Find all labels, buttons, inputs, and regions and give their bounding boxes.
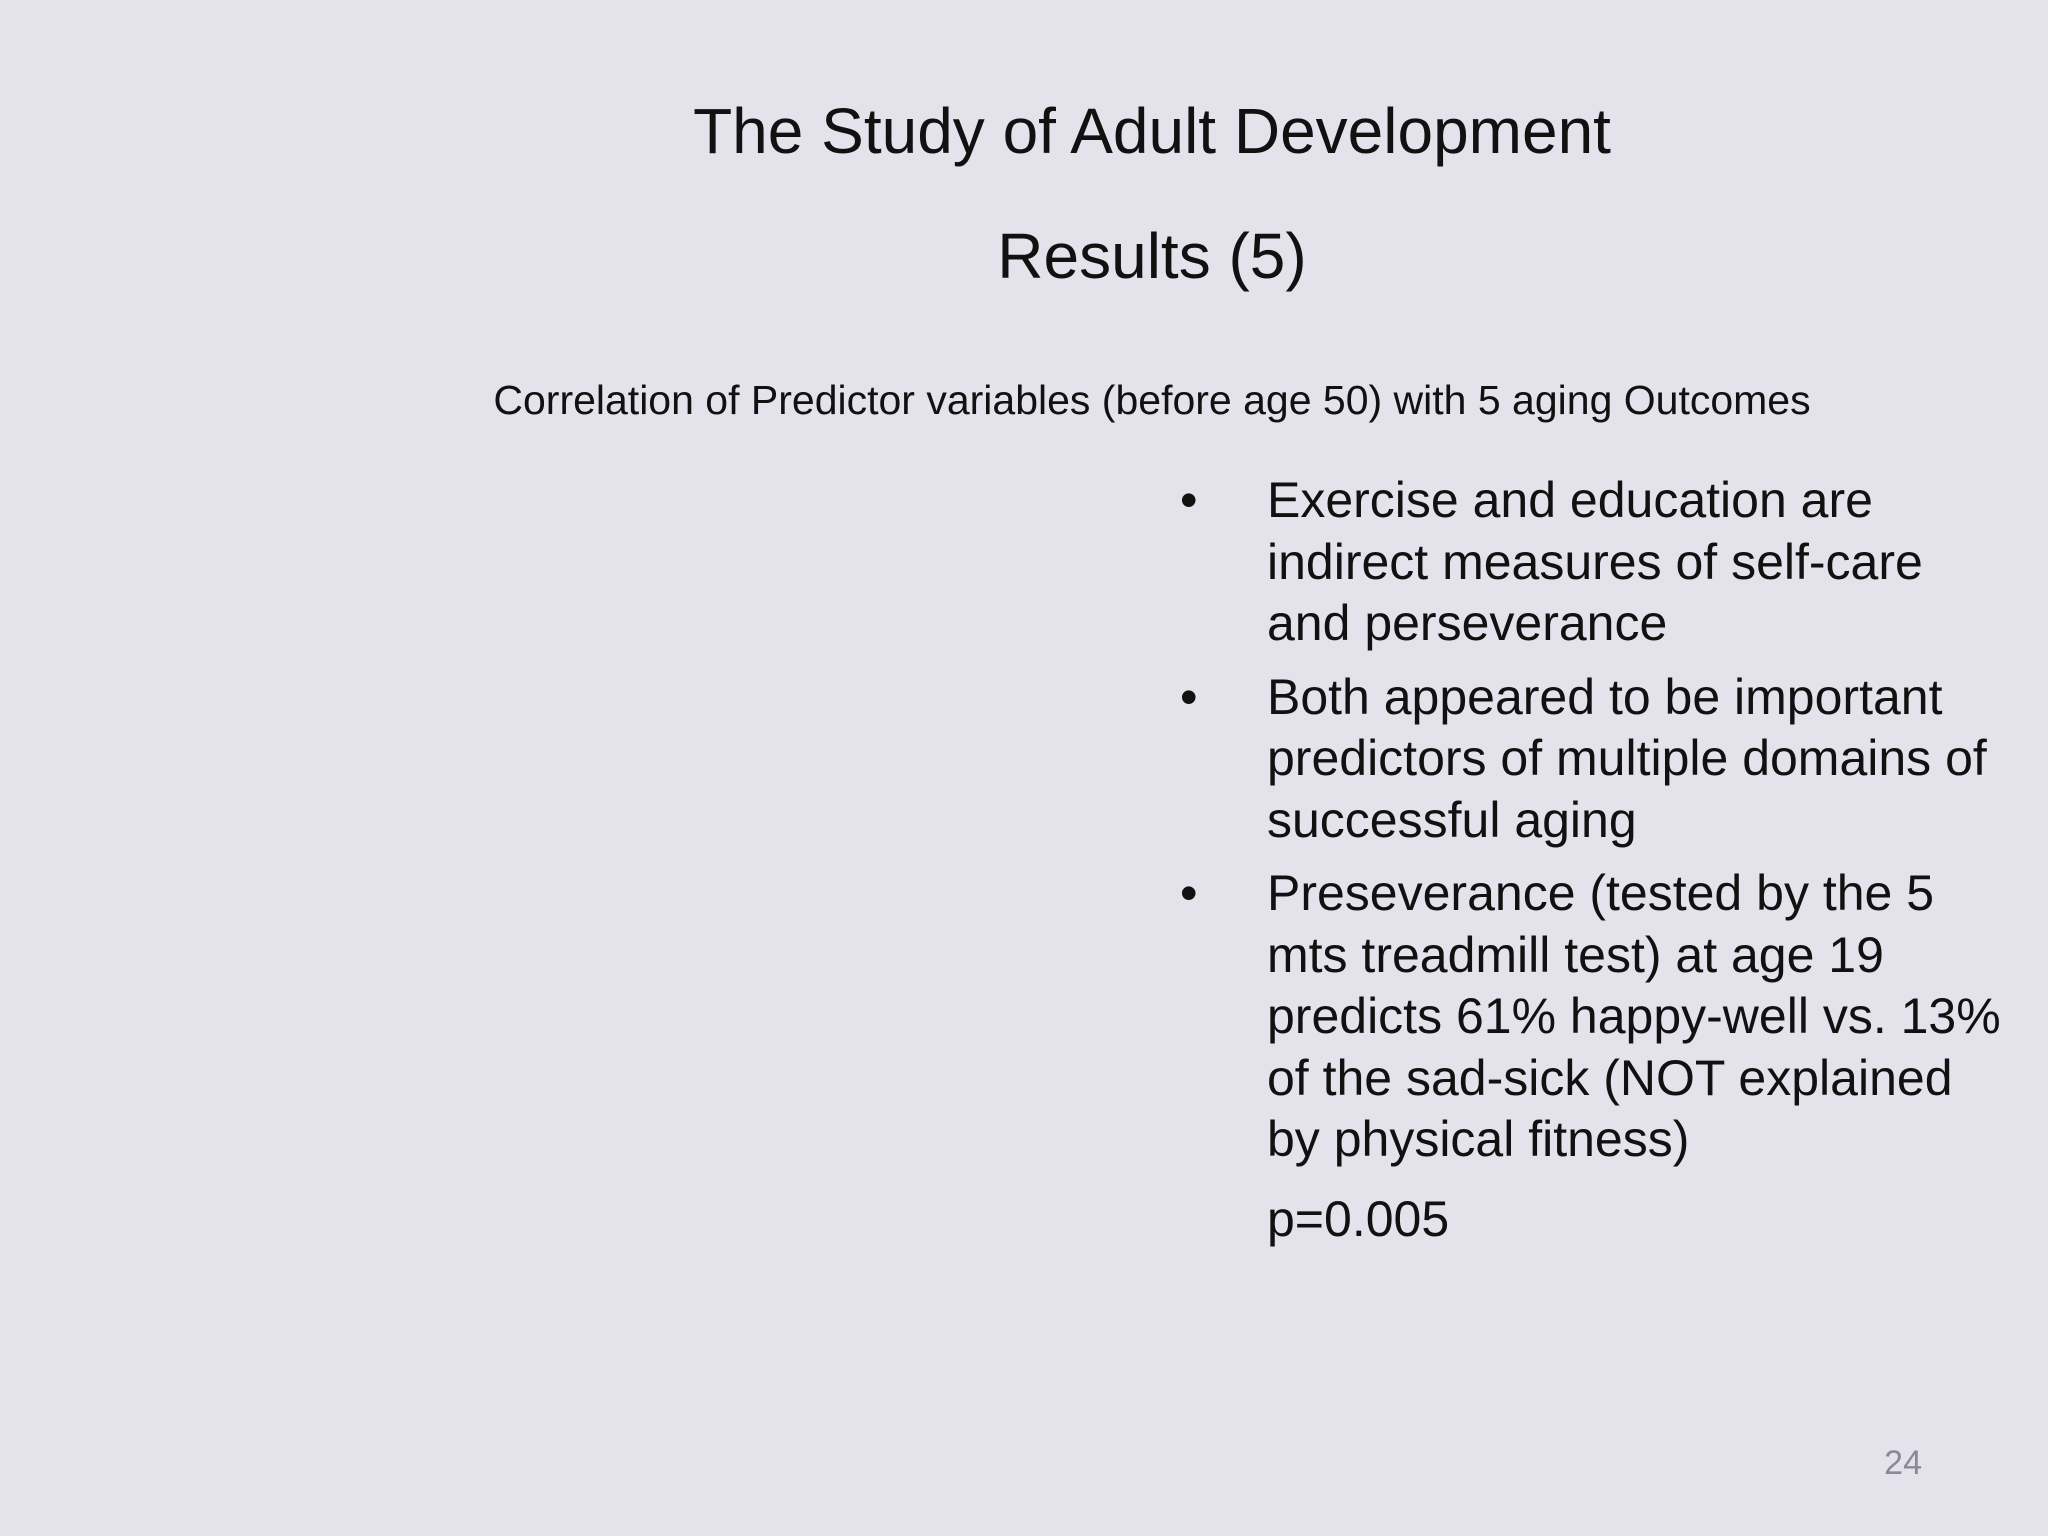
bullet-item: [1180, 863, 2010, 1171]
bullet-item: [1180, 667, 2010, 852]
bullet-point-icon: •: [1180, 668, 1198, 725]
slide-subtitle: Correlation of Predictor variables (before age 50) with 5 aging Outcomes: [493, 377, 1811, 423]
bullet-text: Preseverance (tested by the 5 mts treadmill test) at age 19 predicts 61% happy-well vs. 13% of the sad-sick (NOT explained by physical fitness): [1267, 865, 2001, 1167]
slide-title: The Study of Adult Development: [693, 95, 1611, 167]
bullet-text: Exercise and education are indirect measures of self-care and perseverance: [1267, 472, 1923, 651]
page-number: 24: [1884, 1444, 1922, 1482]
bullet-text: Both appeared to be important predictors of multiple domains of successful aging: [1267, 668, 1987, 848]
bullet-point-icon: •: [1180, 865, 1198, 921]
slide-heading: Results (5): [997, 220, 1307, 292]
p-value-note: p=0.005: [1267, 1190, 1450, 1247]
bullet-point-icon: •: [1180, 472, 1198, 528]
bullet-list: [1180, 470, 2010, 1250]
bullet-item: [1180, 470, 2010, 655]
